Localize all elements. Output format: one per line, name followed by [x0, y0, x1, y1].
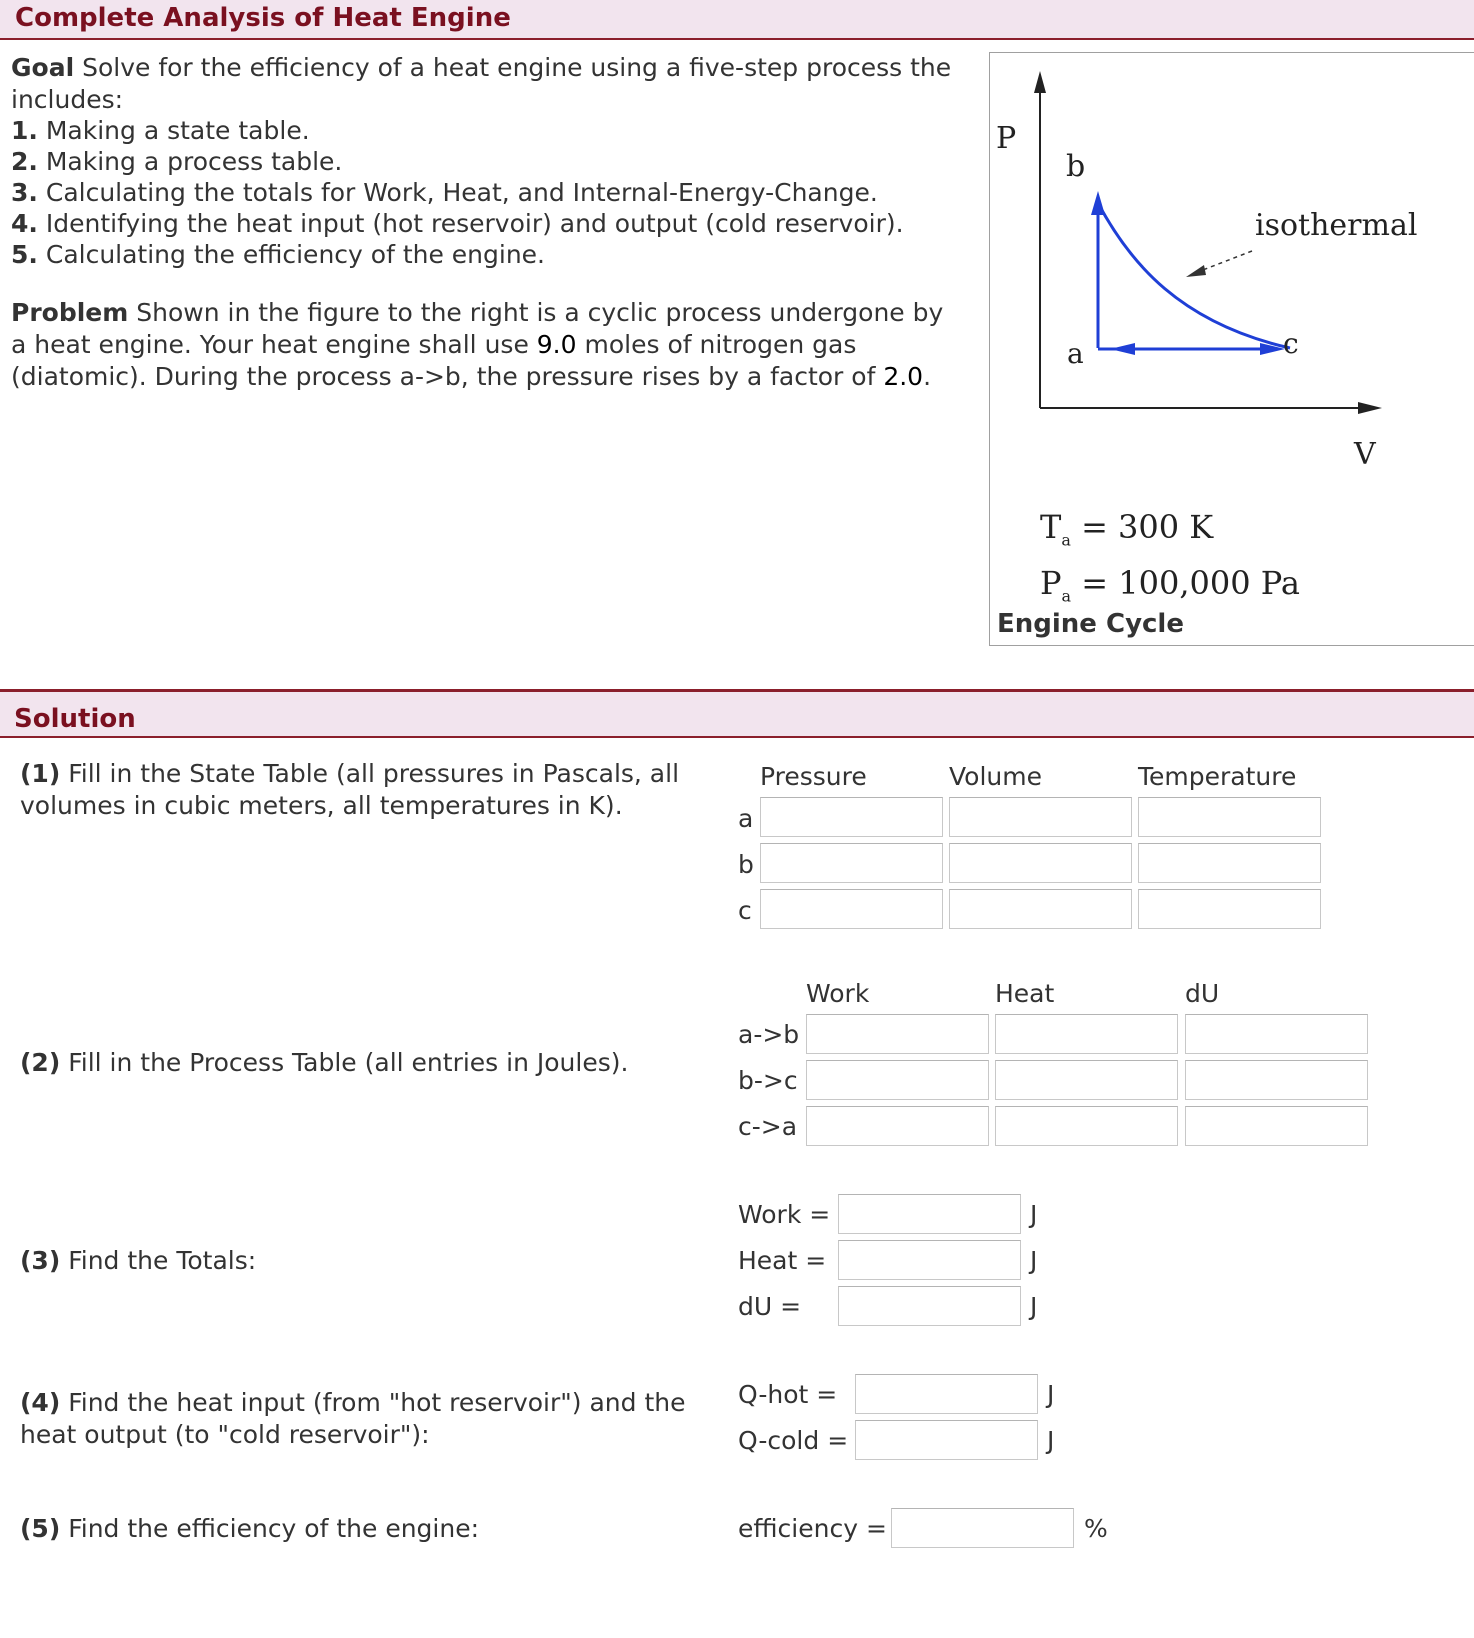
step2-text: (2) Fill in the Process Table (all entries in Joules).: [20, 1048, 629, 1077]
p-axis-arrow: [1034, 71, 1046, 93]
process-bc-work-input[interactable]: [806, 1060, 989, 1100]
q-hot-label: Q-hot =: [738, 1380, 838, 1409]
figure-caption: Engine Cycle: [997, 609, 1184, 639]
pa-value: = 100,000 Pa: [1081, 564, 1300, 602]
v-axis-arrow: [1358, 402, 1382, 414]
problem-text-3: .: [923, 362, 932, 391]
state-b-temperature-input[interactable]: [1138, 843, 1321, 883]
goal-label: Goal: [11, 53, 75, 82]
goal-step: 3. Calculating the totals for Work, Heat, and Internal-Energy-Change.: [11, 178, 878, 207]
total-du-unit: J: [1030, 1292, 1038, 1321]
header-banner: [0, 0, 1474, 40]
process-ca-work-input[interactable]: [806, 1106, 989, 1146]
q-cold-label: Q-cold =: [738, 1426, 849, 1455]
state-a-pressure-input[interactable]: [760, 797, 943, 837]
goal-intro: [11, 52, 971, 116]
total-work-input[interactable]: [838, 1194, 1021, 1234]
step1-text: (1) Fill in the State Table (all pressures in Pascals, all volumes in cubic meters, all temperatures in K).: [20, 759, 680, 820]
process-ca-heat-input[interactable]: [995, 1106, 1178, 1146]
process-ca-arrow-left: [1110, 343, 1135, 355]
ta-value: = 300 K: [1081, 508, 1214, 546]
page-title: Complete Analysis of Heat Engine: [15, 3, 511, 33]
goal-step: 2. Making a process table.: [11, 147, 343, 176]
process-row-label: a->b: [738, 1020, 800, 1049]
solution-banner: [0, 692, 1474, 738]
total-work-unit: J: [1030, 1200, 1038, 1229]
step5-text: (5) Find the efficiency of the engine:: [20, 1514, 480, 1543]
problem-text-2: moles of nitrogen gas (diatomic). During the process a->b, the pressure rises by a factor of: [11, 330, 876, 391]
step4-text: (4) Find the heat input (from "hot reservoir") and the heat output (to "cold reservoir"):: [20, 1388, 686, 1449]
p-axis-label: P: [996, 121, 1017, 156]
q-cold-input[interactable]: [855, 1420, 1038, 1460]
process-bc-du-input[interactable]: [1185, 1060, 1368, 1100]
state-c-volume-input[interactable]: [949, 889, 1132, 929]
v-axis-label: V: [1354, 437, 1376, 472]
problem-label: Problem: [11, 298, 129, 327]
process-header-du: dU: [1185, 979, 1220, 1008]
q-hot-unit: J: [1047, 1380, 1055, 1409]
process-ab-du-input[interactable]: [1185, 1014, 1368, 1054]
factor-value: 2.0: [883, 362, 924, 391]
state-a-volume-input[interactable]: [949, 797, 1132, 837]
point-b-label: b: [1066, 149, 1086, 184]
efficiency-label: efficiency =: [738, 1514, 887, 1543]
state-header-volume: Volume: [949, 762, 1042, 791]
isothermal-pointer-arrow: [1186, 265, 1206, 277]
process-bc-heat-input[interactable]: [995, 1060, 1178, 1100]
state-header-pressure: Pressure: [760, 762, 867, 791]
point-c-label: c: [1283, 327, 1299, 360]
state-b-pressure-input[interactable]: [760, 843, 943, 883]
ta-label: $T_a = 300$ K: [1040, 508, 1214, 550]
state-b-volume-input[interactable]: [949, 843, 1132, 883]
problem-text-1: Shown in the figure to the right is a cyclic process undergone by a heat engine. Your heat engine shall use: [11, 298, 944, 359]
total-du-label: dU =: [738, 1292, 802, 1321]
process-row-label: c->a: [738, 1112, 798, 1141]
process-ca-du-input[interactable]: [1185, 1106, 1368, 1146]
total-work-label: Work =: [738, 1200, 831, 1229]
efficiency-unit: %: [1084, 1514, 1108, 1543]
total-du-input[interactable]: [838, 1286, 1021, 1326]
moles-value: 9.0: [536, 330, 577, 359]
state-row-label: b: [738, 850, 754, 879]
state-header-temperature: Temperature: [1138, 762, 1297, 791]
goal-step: 5. Calculating the efficiency of the engine.: [11, 240, 546, 269]
total-heat-unit: J: [1030, 1246, 1038, 1275]
efficiency-input[interactable]: [891, 1508, 1074, 1548]
total-heat-input[interactable]: [838, 1240, 1021, 1280]
process-ab-heat-input[interactable]: [995, 1014, 1178, 1054]
problem-section: [11, 297, 961, 393]
goal-intro-text: Solve for the efficiency of a heat engine using a five-step process the includes:: [11, 53, 952, 114]
point-a-label: a: [1067, 337, 1084, 370]
state-row-label: c: [738, 896, 752, 925]
state-row-label: a: [738, 804, 754, 833]
state-a-temperature-input[interactable]: [1138, 797, 1321, 837]
process-header-heat: Heat: [995, 979, 1055, 1008]
goal-step: 4. Identifying the heat input (hot reservoir) and output (cold reservoir).: [11, 209, 904, 238]
state-c-temperature-input[interactable]: [1138, 889, 1321, 929]
process-ab-work-input[interactable]: [806, 1014, 989, 1054]
process-row-label: b->c: [738, 1066, 798, 1095]
state-c-pressure-input[interactable]: [760, 889, 943, 929]
q-cold-unit: J: [1047, 1426, 1055, 1455]
q-hot-input[interactable]: [855, 1374, 1038, 1414]
total-heat-label: Heat =: [738, 1246, 827, 1275]
goal-section: [11, 52, 971, 271]
step3-text: (3) Find the Totals:: [20, 1246, 257, 1275]
goal-step: 1. Making a state table.: [11, 116, 310, 145]
pa-label: $P_a = 100,000$ Pa: [1040, 564, 1300, 606]
isothermal-label: isothermal: [1255, 208, 1418, 243]
solution-title: Solution: [14, 704, 136, 734]
figure-box: [989, 52, 1474, 646]
process-header-work: Work: [806, 979, 870, 1008]
